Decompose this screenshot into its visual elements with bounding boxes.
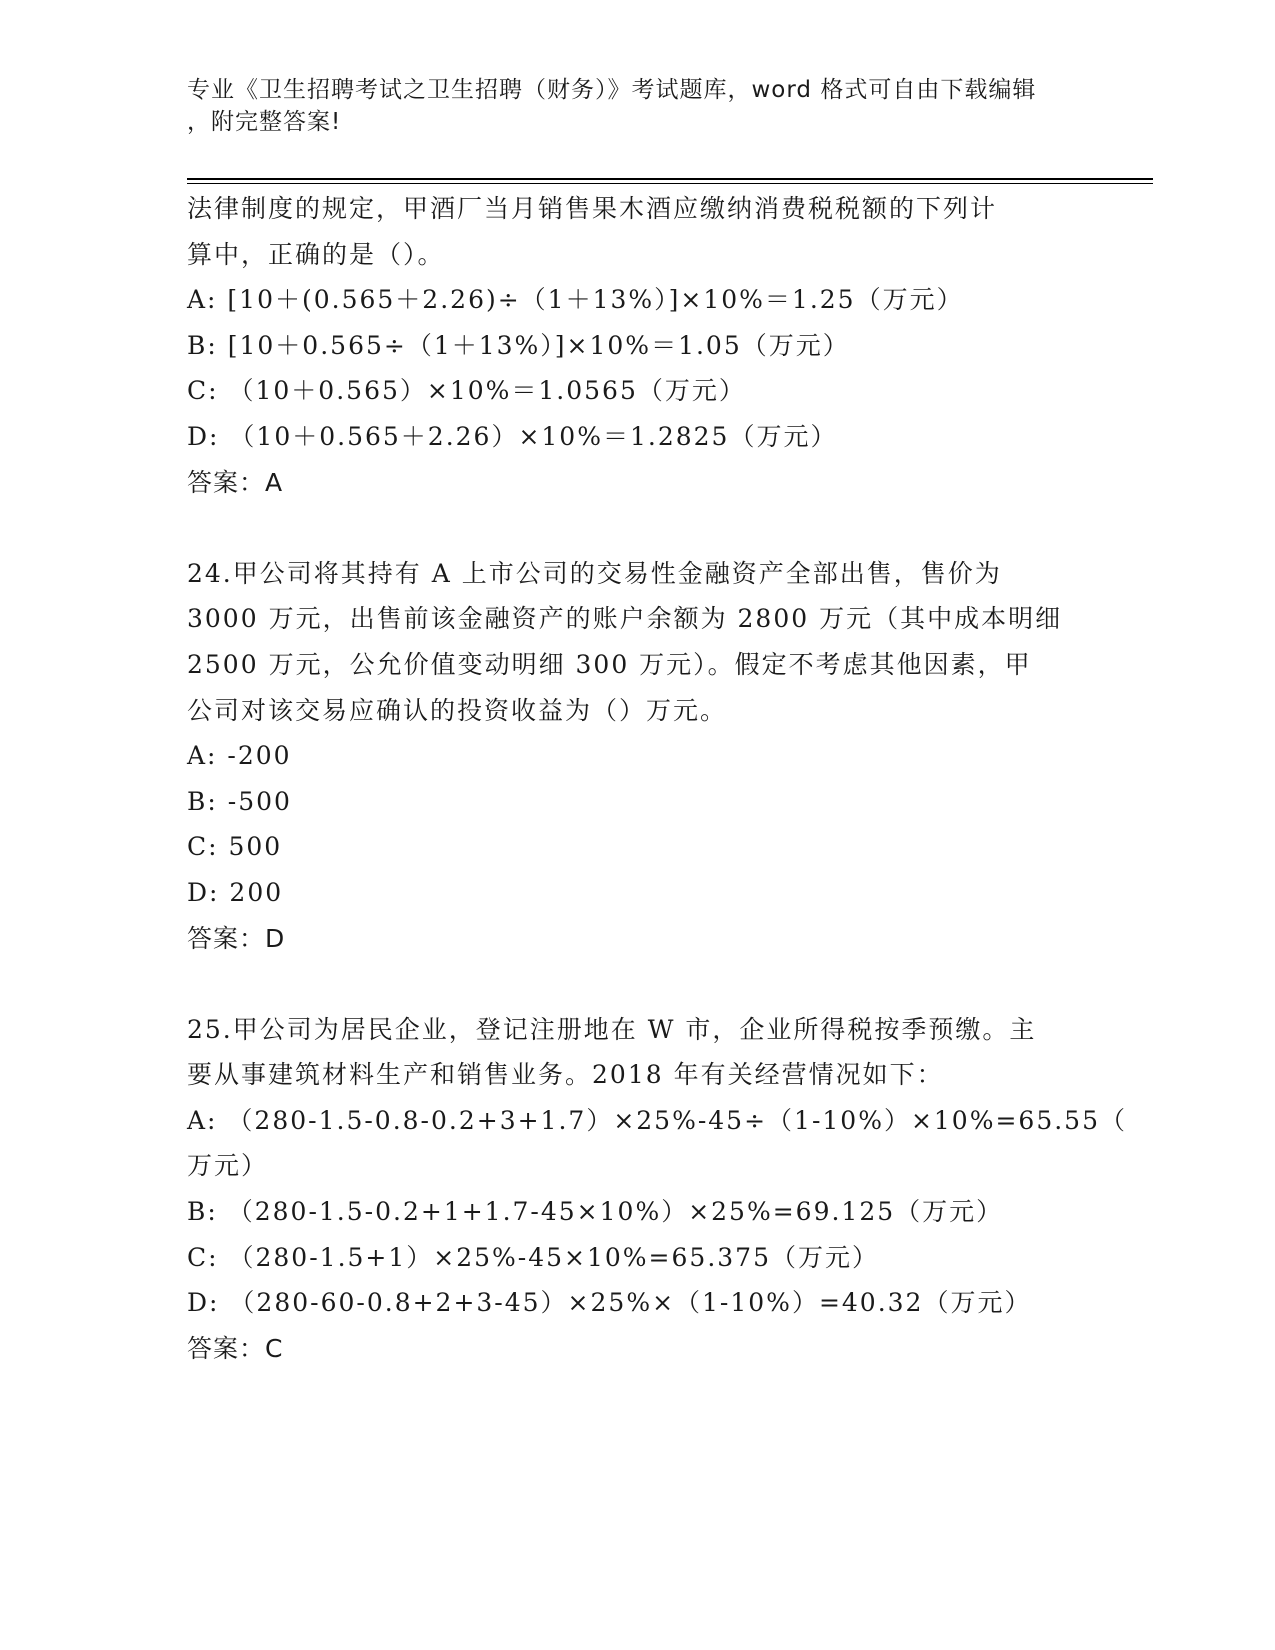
question-25 — [187, 1007, 1127, 1372]
spacer — [187, 961, 1087, 1007]
header-line-1: 专业《卫生招聘考试之卫生招聘（财务）》考试题库，word 格式可自由下载编辑 — [187, 77, 1037, 103]
question-stem-line: 公司对该交易应确认的投资收益为（）万元。 — [187, 695, 728, 725]
question-stem-line: 法律制度的规定，甲酒厂当月销售果木酒应缴纳消费税税额的下列计 — [187, 194, 998, 223]
option-a: A: -200 — [187, 741, 292, 771]
answer-line: 答案：C — [187, 1333, 284, 1363]
header-line-2: ，附完整答案! — [187, 109, 342, 135]
answer-line: 答案：A — [187, 467, 284, 497]
option-d: D: 200 — [187, 877, 284, 907]
option-a: A: （280-1.5-0.8-0.2+3+1.7）×25%-45÷（1-10%）×10%=65.55（ — [187, 1105, 1127, 1135]
question-list — [187, 186, 1127, 1371]
question-24 — [187, 551, 1087, 961]
question-stem-line: 3000 万元，出售前该金融资产的账户余额为 2800 万元（其中成本明细 — [187, 604, 1063, 634]
page-header — [187, 74, 1067, 138]
option-a: A: [10＋(0.565＋2.26)÷（1＋13%）]×10%＝1.25（万元） — [187, 285, 964, 315]
option-b: B: [10＋0.565÷（1＋13%）]×10%＝1.05（万元） — [187, 330, 850, 360]
option-d: D: （280-60-0.8+2+3-45）×25%×（1-10%）=40.32（万元） — [187, 1288, 1032, 1318]
question-23 — [187, 186, 1087, 505]
option-c: C: （10＋0.565）×10%＝1.0565（万元） — [187, 376, 746, 406]
question-stem-line: 25.甲公司为居民企业，登记注册地在 W 市，企业所得税按季预缴。主 — [187, 1014, 1037, 1044]
answer-line: 答案：D — [187, 923, 286, 953]
question-stem-line: 算中，正确的是（）。 — [187, 239, 445, 269]
question-stem-line: 24.甲公司将其持有 A 上市公司的交易性金融资产全部出售，售价为 — [187, 558, 1002, 588]
option-d: D: （10＋0.565＋2.26）×10%＝1.2825（万元） — [187, 421, 838, 451]
question-stem-line: 2500 万元，公允价值变动明细 300 万元）。假定不考虑其他因素，甲 — [187, 649, 1032, 679]
header-divider — [187, 178, 1153, 184]
question-stem-line: 要从事建筑材料生产和销售业务。2018 年有关经营情况如下： — [187, 1060, 944, 1090]
option-c: C: 500 — [187, 832, 283, 862]
spacer — [187, 505, 1087, 551]
option-b: B: -500 — [187, 786, 292, 816]
option-b: B: （280-1.5-0.2+1+1.7-45×10%）×25%=69.125（万元） — [187, 1197, 1004, 1227]
option-c: C: （280-1.5+1）×25%-45×10%=65.375（万元） — [187, 1242, 879, 1272]
option-a-continued: 万元） — [187, 1151, 269, 1181]
